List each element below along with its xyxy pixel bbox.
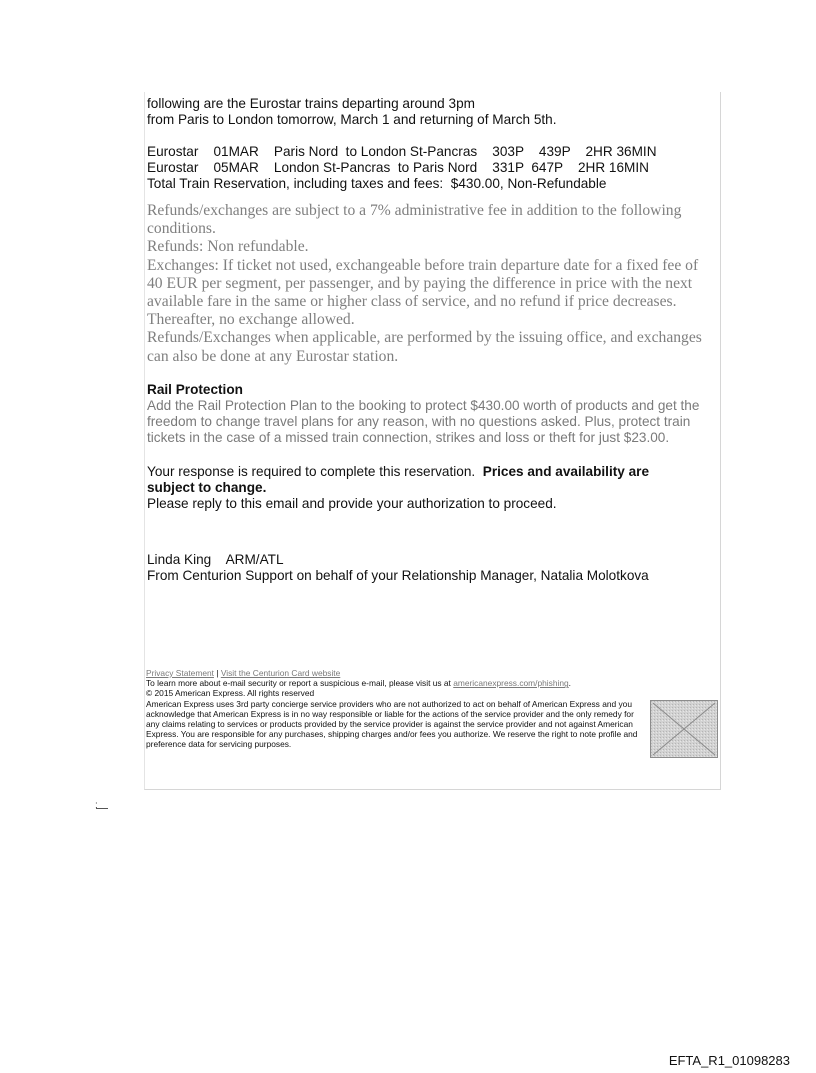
signature-name: Linda King ARM/ATL xyxy=(147,551,284,567)
stray-underline xyxy=(96,808,108,809)
security-text: To learn more about e-mail security or report a suspicious e-mail, please visit us at xyxy=(146,678,451,689)
condition-paragraph: Refunds/Exchanges when applicable, are performed by the issuing office, and exchanges can also be done at any Eurostar station. xyxy=(147,329,702,365)
email-content xyxy=(147,96,719,584)
train-row: Eurostar 01MAR Paris Nord to London St-Pancras 303P 439P 2HR 36MIN xyxy=(147,144,657,159)
rail-protection-title: Rail Protection xyxy=(147,381,243,397)
response-text: Your response is required to complete this reservation. xyxy=(147,463,476,479)
image-placeholder-icon xyxy=(651,701,717,757)
condition-paragraph: Exchanges: If ticket not used, exchangeable before train departure date for a fixed fee of 40 EUR per segment, per passenger, and by paying the difference in price with the next available fare in the same or higher class of service, and no refund if price decreases. Thereafter, no exchange allowed. xyxy=(147,256,699,329)
footer-links xyxy=(146,668,718,678)
condition-paragraph: Refunds: Non refundable. xyxy=(147,238,309,256)
email-footer xyxy=(146,668,718,750)
document-id: EFTA_R1_01098283 xyxy=(668,1053,790,1068)
link-separator: | xyxy=(216,668,219,678)
privacy-statement-link[interactable]: Privacy Statement xyxy=(146,668,214,678)
security-notice xyxy=(146,678,718,688)
rail-protection-body: Add the Rail Protection Plan to the booking to protect $430.00 worth of products and get the freedom to change travel plans for any reason, with no questions asked. Plus, protect train tickets in the case of a missed train connection, strikes and loss or theft for just $23.00. xyxy=(147,397,700,445)
broken-image-placeholder xyxy=(650,700,718,758)
reply-text: Please reply to this email and provide your authorization to proceed. xyxy=(147,495,557,511)
response-section xyxy=(147,464,677,512)
stray-mark: : xyxy=(95,800,98,811)
phishing-link[interactable]: americanexpress.com/phishing xyxy=(453,678,569,689)
signature-from: From Centurion Support on behalf of your Relationship Manager, Natalia Molotkova xyxy=(147,567,649,583)
train-list xyxy=(147,144,719,192)
response-bold: Prices and availability are subject to change. xyxy=(147,463,650,495)
intro-line: following are the Eurostar trains departing around 3pm xyxy=(147,96,475,111)
condition-paragraph: Refunds/exchanges are subject to a 7% administrative fee in addition to the following conditions. xyxy=(147,202,682,238)
centurion-website-link[interactable]: Visit the Centurion Card website xyxy=(220,668,341,678)
signature xyxy=(147,552,719,584)
total-line: Total Train Reservation, including taxes and fees: $430.00, Non-Refundable xyxy=(147,176,607,191)
copyright: © 2015 American Express. All rights reserved xyxy=(146,688,315,699)
intro-text xyxy=(147,96,719,128)
train-row: Eurostar 05MAR London St-Pancras to Paris Nord 331P 647P 2HR 16MIN xyxy=(147,160,649,175)
refund-conditions xyxy=(147,202,717,366)
legal-disclaimer: American Express uses 3rd party concierge service providers who are not authorized to act on behalf of American Express and you acknowledge that American Express is in no way responsible or liable for the actions of the service provider and the only remedy for any claims relating to services or products provided by the service provider is against the service provider and not against American Express. You are responsible for any purchases, shipping charges and/or fees you authorize. We reserve the right to note profile and preference data for servicing purposes. xyxy=(146,698,638,750)
intro-line: from Paris to London tomorrow, March 1 and returning of March 5th. xyxy=(147,112,557,127)
security-period: . xyxy=(568,678,571,689)
